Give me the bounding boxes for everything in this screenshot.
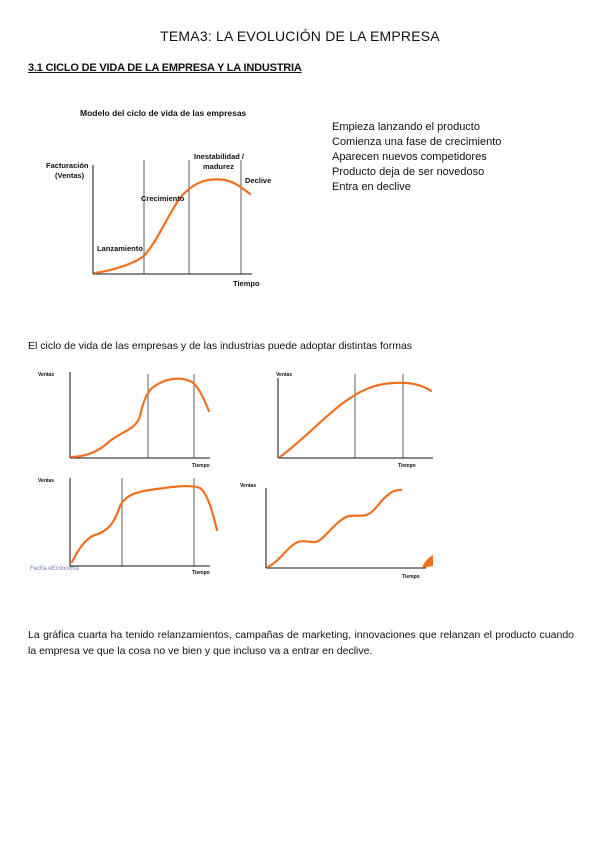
sales-curve <box>72 486 217 562</box>
y-label: Ventas <box>276 372 293 378</box>
bullet-item: Entra en declive <box>332 181 411 193</box>
figure-title: Modelo del ciclo de vida de las empresas <box>80 108 247 118</box>
y-label-1: Facturación <box>46 161 89 170</box>
small-chart-2 <box>243 368 443 473</box>
page-title: TEMA3: LA EVOLUCIÓN DE LA EMPRESA <box>160 28 440 44</box>
publisher-logo <box>30 566 79 573</box>
bullet-item: Producto deja de ser novedoso <box>332 166 485 178</box>
small-chart-4 <box>236 480 436 585</box>
logo-text: Fecha eEconomía <box>30 566 79 572</box>
bullet-list <box>332 120 501 195</box>
stage-label-decline: Declive <box>245 176 272 185</box>
stage-label-maturity-1: Inestabilidad / <box>194 152 245 161</box>
sales-curve <box>268 490 401 567</box>
corner-fold-icon <box>422 555 433 568</box>
x-label: Tiempo <box>192 463 210 469</box>
y-label: Ventas <box>240 483 257 489</box>
small-chart-1 <box>30 368 230 473</box>
y-label: Ventas <box>38 372 55 378</box>
small-chart-3 <box>30 474 230 579</box>
intro-text: El ciclo de vida de las empresas y de las industrias puede adoptar distintas formas <box>28 340 413 352</box>
section-heading: 3.1 CICLO DE VIDA DE LA EMPRESA Y LA INDUSTRIA <box>28 62 302 74</box>
x-label: Tiempo <box>402 574 420 580</box>
life-cycle-chart <box>40 110 320 310</box>
body-paragraph: La gráfica cuarta ha tenido relanzamientos, campañas de marketing, innovaciones que relanzan el producto cuando la empresa ve que la cosa no ve bien y que incluso va a entrar en declive. <box>28 629 574 657</box>
sales-curve <box>72 379 209 457</box>
x-label: Tiempo <box>398 463 416 469</box>
sales-curve <box>280 383 431 457</box>
stage-label-maturity-2: madurez <box>203 162 234 171</box>
bullet-item: Empieza lanzando el producto <box>332 121 480 133</box>
x-label: Tiempo <box>192 570 210 576</box>
bullet-item: Comienza una fase de crecimiento <box>332 136 502 148</box>
bullet-item: Aparecen nuevos competidores <box>332 151 487 163</box>
stage-label-launch: Lanzamiento <box>97 244 143 253</box>
stage-label-growth: Crecimiento <box>141 194 185 203</box>
y-label-2: (Ventas) <box>55 171 85 180</box>
y-label: Ventas <box>38 478 55 484</box>
x-label: Tiempo <box>233 279 260 288</box>
